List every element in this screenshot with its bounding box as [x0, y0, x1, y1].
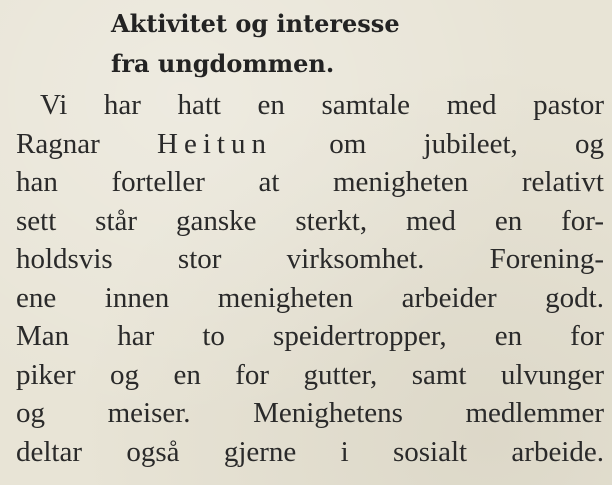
body-line: holdsvis stor virksomhet. Forening- — [16, 243, 604, 275]
body-line: Vi har hatt en samtale med pastor — [40, 89, 604, 121]
body-line: Man har to speidertropper, en for — [16, 320, 604, 352]
body-line-segment: Ragnar — [16, 127, 100, 160]
body-line: sett står ganske sterkt, med en for- — [16, 204, 604, 237]
body-line: og meiser. Menighetens medlemmer — [16, 397, 604, 429]
body-line: deltar også gjerne i sosialt arbeide. — [16, 435, 604, 468]
headline-line-1: Aktivitet og interesse — [111, 9, 400, 38]
body-line: han forteller at menigheten relativt — [16, 166, 604, 198]
body-line: piker og en for gutter, samt ulvunger — [16, 358, 604, 391]
article-headline — [0, 4, 612, 84]
body-line-with-spaced-name — [16, 125, 604, 164]
body-line-segment: om jubileet, og — [329, 127, 605, 160]
article-body — [16, 86, 604, 471]
spaced-name: Heitun — [157, 127, 272, 160]
headline-line-2: fra ungdommen. — [111, 49, 335, 78]
body-line: ene innen menigheten arbeider godt. — [16, 281, 604, 314]
